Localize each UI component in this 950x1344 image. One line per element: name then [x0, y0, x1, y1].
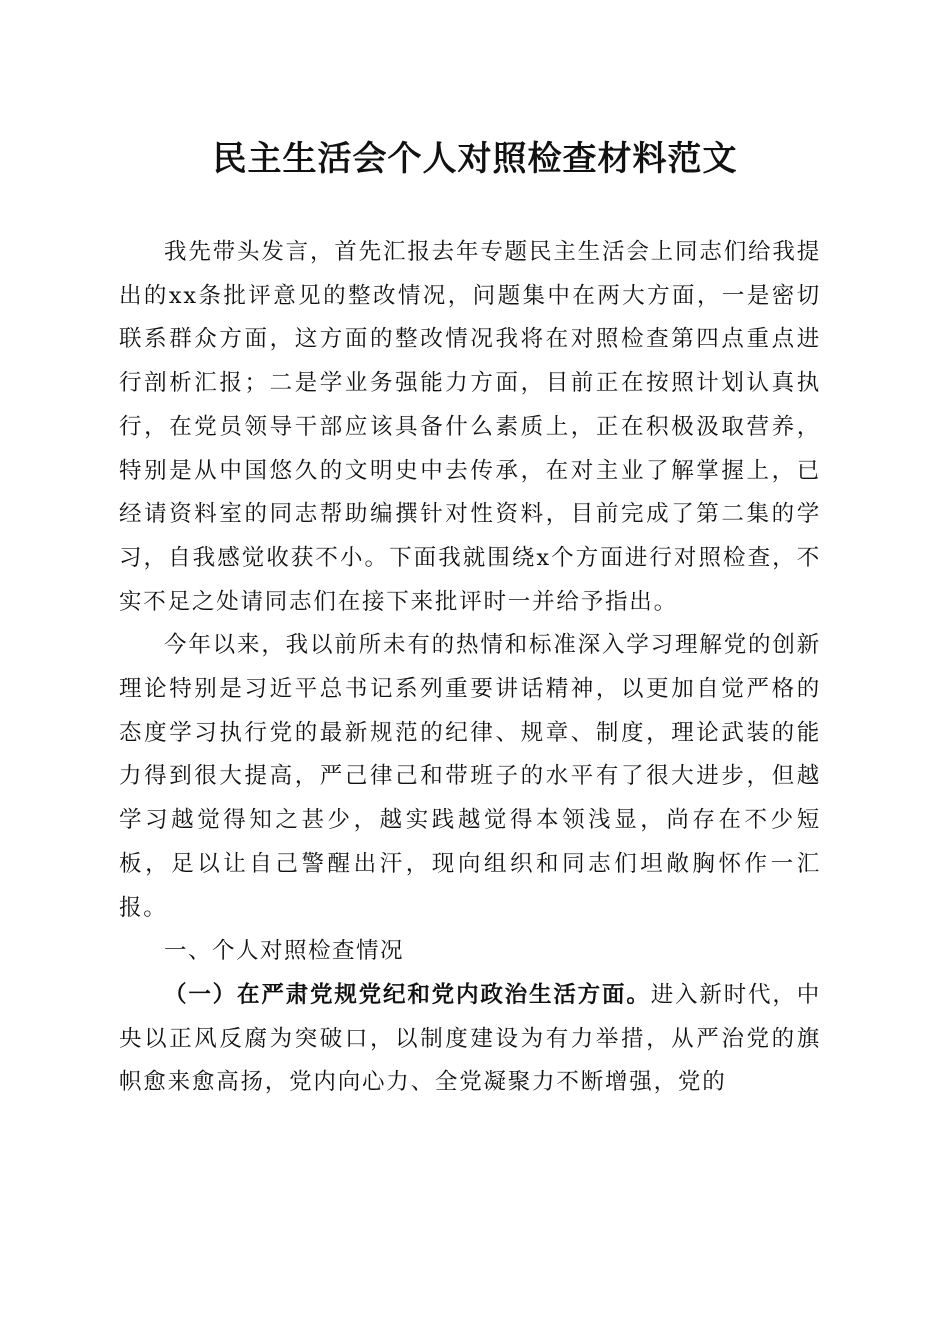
body-paragraph-1: 我先带头发言，首先汇报去年专题民主生活会上同志们给我提出的xx条批评意见的整改情况，问题集中在两大方面，一是密切联系群众方面，这方面的整改情况我将在对照检查第四点重点进行剖析汇报；二是学业务强能力方面，目前正在按照计划认真执行，在党员领导干部应该具备什么素质上，正在积极汲取营养，特别是从中国悠久的文明史中去传承，在对主业了解掌握上，已经请资料室的同志帮助编撰针对性资料，目前完成了第二集的学习，自我感觉收获不小。下面我就围绕x个方面进行对照检查，不实不足之处请同志们在接下来批评时一并给予指出。	[119, 239, 821, 615]
section-heading: 一、个人对照检查情况	[164, 938, 405, 965]
document-body	[119, 231, 821, 1105]
subsection-text: 进入新时代，中央以正风反腐为突破口，以制度建设为有力举措，从严治党的旗帜愈来愈高扬，党内向心力、全党凝聚力不断增强，党的	[119, 981, 821, 1096]
subsection-lead: （一）在严肃党规党纪和党内政治生活方面。	[164, 981, 651, 1008]
body-paragraph-2: 今年以来，我以前所未有的热情和标准深入学习理解党的创新理论特别是习近平总书记系列重要讲话精神，以更加自觉严格的态度学习执行党的最新规范的纪律、规章、制度，理论武装的能力得到很大提高，严己律己和带班子的水平有了很大进步，但越学习越觉得知之甚少，越实践越觉得本领浅显，尚存在不少短板，足以让自己警醒出汗，现向组织和同志们坦敞胸怀作一汇报。	[119, 632, 821, 921]
document-title: 民主生活会个人对照检查材料范文	[212, 139, 738, 179]
subsection-paragraph	[119, 974, 821, 1105]
